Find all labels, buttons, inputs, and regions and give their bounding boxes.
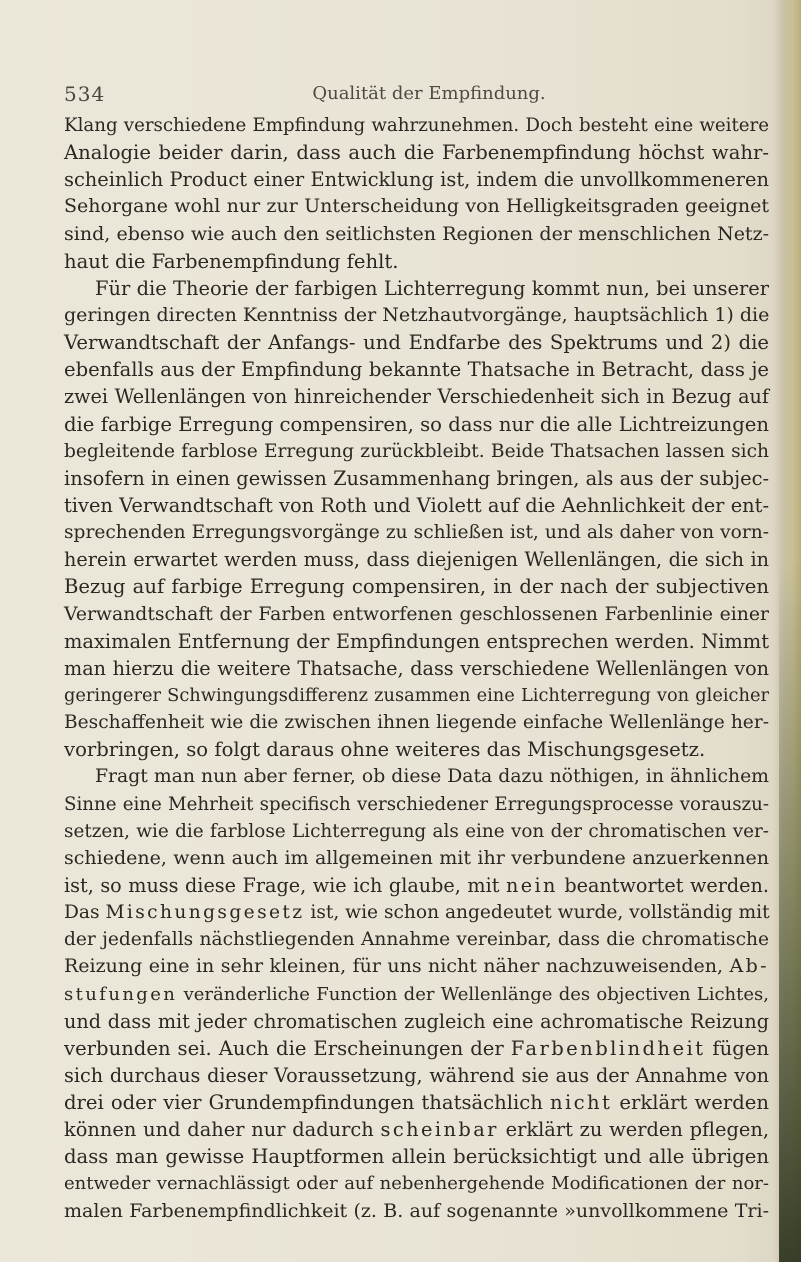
emphasized-text: scheinbar (380, 1118, 499, 1142)
text-run: ist, wie schon angedeutet wurde, vollständig mit (304, 902, 770, 924)
text-run: Verwandtschaft der Anfangs- und Endfarbe des Spektrums und 2) die (64, 331, 769, 355)
text-line (64, 655, 769, 682)
text-run: erklärt zu werden pflegen, (498, 1118, 769, 1142)
text-line (64, 1198, 769, 1225)
text-run: die farbige Erregung compensiren, so dass nur die alle Lichtreizungen (64, 412, 769, 436)
text-line (64, 221, 769, 248)
text-line (64, 899, 769, 926)
text-run: setzen, wie die farblose Lichterregung als eine von der chromatischen ver- (64, 820, 769, 842)
text-line (64, 682, 769, 709)
text-run: insofern in einen gewissen Zusammenhang bringen, als aus der subjec- (64, 466, 769, 490)
text-run: Sinne eine Mehrheit specifisch verschiedener Erregungsprocesse vorauszu- (64, 793, 769, 815)
text-line (64, 1170, 769, 1197)
text-run: tiven Verwandtschaft von Roth und Violett auf die Aehnlichkeit der ent- (64, 493, 769, 517)
text-line (64, 926, 769, 953)
text-line (64, 736, 769, 763)
text-run: fügen (705, 1036, 770, 1060)
emphasized-text: nicht (549, 1091, 613, 1115)
text-run: der jedenfalls nächstliegenden Annahme vereinbar, dass die chromatische (64, 929, 769, 951)
text-line (64, 465, 769, 492)
text-run: und dass mit jeder chromatischen zugleich eine achromatische Reizung (64, 1009, 769, 1033)
text-line (64, 845, 769, 872)
text-run: sind, ebenso wie auch den seitlichsten Regionen der menschlichen Netz- (64, 222, 769, 245)
text-run: können und daher nur dadurch (64, 1118, 381, 1142)
text-run: dass man gewisse Hauptformen allein berücksichtigt und alle übrigen (64, 1145, 769, 1169)
text-line (64, 763, 769, 790)
text-run: schiedene, wenn auch im allgemeinen mit ihr verbundene anzuerkennen (64, 846, 769, 869)
text-line (64, 302, 769, 329)
text-line (64, 329, 769, 356)
text-run: maximalen Entfernung der Empfindungen entsprechen werden. Nimmt (64, 629, 769, 653)
text-line (64, 981, 769, 1008)
text-line (64, 601, 769, 628)
page-header (64, 82, 764, 108)
text-run: entweder vernachlässigt oder auf nebenhergehende Modificationen der nor- (64, 1173, 769, 1195)
text-run: Klang verschiedene Empfindung wahrzunehmen. Doch besteht eine weitere (64, 115, 769, 136)
text-line (64, 1062, 769, 1089)
text-line (64, 248, 769, 275)
text-line (64, 628, 769, 655)
text-run: Fragt man nun aber ferner, ob diese Data dazu nöthigen, in ähnlichem (95, 766, 769, 788)
text-run: vorbringen, so folgt daraus ohne weiteres das Mischungsgesetz. (64, 738, 706, 762)
text-line (64, 546, 769, 573)
text-run: Für die Theorie der farbigen Lichterregung kommt nun, bei unserer (95, 276, 769, 300)
text-line (64, 275, 769, 302)
text-line (64, 953, 769, 980)
text-run: ist, so muss diese Frage, wie ich glaube, mit (64, 873, 506, 897)
text-line (64, 818, 769, 845)
text-line (64, 1116, 769, 1143)
text-line (64, 166, 769, 193)
text-run: geringen directen Kenntniss der Netzhautvorgänge, hauptsächlich 1) die (64, 303, 770, 326)
text-line (64, 872, 769, 899)
text-run: scheinlich Product einer Entwicklung ist, indem die unvollkommeneren (64, 168, 769, 192)
body-text (64, 112, 769, 1225)
text-line (64, 573, 769, 600)
text-run: malen Farbenempfindlichkeit (z. B. auf sogenannte »unvollkommene Tri- (64, 1199, 769, 1222)
text-run: geringerer Schwingungsdifferenz zusammen eine Lichterregung von gleicher (64, 684, 769, 706)
text-line (64, 709, 769, 736)
text-run: ebenfalls aus der Empfindung bekannte Thatsache in Betracht, dass je (64, 358, 769, 382)
text-run: man hierzu die weitere Thatsache, dass verschiedene Wellenlängen von (64, 656, 769, 680)
binding-shadow (779, 562, 801, 1262)
text-line (64, 193, 769, 220)
text-run: erklärt werden (612, 1091, 769, 1115)
text-run: herein erwartet werden muss, dass diejenigen Wellenlängen, die sich in (64, 548, 769, 572)
text-run: Verwandtschaft der Farben entworfenen geschlossenen Farbenlinie einer (64, 603, 769, 625)
text-line (64, 139, 769, 166)
text-run: zwei Wellenlängen von hinreichender Verschiedenheit sich in Bezug auf (64, 385, 769, 409)
text-line (64, 1008, 769, 1035)
text-run: sich durchaus dieser Voraussetzung, während sie aus der Annahme von (64, 1063, 769, 1087)
text-run: drei oder vier Grundempfindungen thatsächlich (64, 1091, 550, 1115)
text-line (64, 1089, 769, 1116)
text-run: Bezug auf farbige Erregung compensiren, in der nach der subjectiven (64, 575, 769, 599)
text-run: Analogie beider darin, dass auch die Farbenempfindung höchst wahr- (64, 141, 769, 165)
text-run: Beschaffenheit wie die zwischen ihnen liegende einfache Wellenlänge her- (64, 712, 769, 734)
emphasized-text: Mischungsgesetz (105, 902, 305, 924)
text-run: Reizung eine in sehr kleinen, für uns nicht näher nachzuweisenden, (64, 955, 730, 978)
text-line (64, 1035, 769, 1062)
emphasized-text: stufungen (64, 983, 178, 1005)
emphasized-text: Farbenblindheit (510, 1036, 706, 1060)
text-line (64, 519, 769, 546)
text-run: begleitende farblose Erregung zurückbleibt. Beide Thatsachen lassen sich (64, 440, 769, 462)
text-run: veränderliche Function der Wellenlänge des objectiven Lichtes, (177, 983, 769, 1005)
emphasized-text: Ab- (729, 955, 769, 978)
text-line (64, 356, 769, 383)
text-line (64, 438, 769, 465)
text-run: haut die Farbenempfindung fehlt. (64, 249, 399, 273)
running-head: Qualität der Empfindung. (312, 83, 546, 104)
text-line (64, 112, 769, 139)
page-number: 534 (64, 82, 106, 106)
text-run: verbunden sei. Auch die Erscheinungen der (64, 1036, 511, 1060)
emphasized-text: nein (506, 873, 558, 897)
text-line (64, 492, 769, 519)
text-line (64, 383, 769, 410)
text-run: beantwortet werden. (557, 873, 769, 897)
text-run: sprechenden Erregungsvorgänge zu schließen ist, und als daher von vorn- (64, 522, 769, 544)
text-line (64, 411, 769, 438)
text-line (64, 1143, 769, 1170)
text-run: Sehorgane wohl nur zur Unterscheidung von Helligkeitsgraden geeignet (64, 195, 769, 218)
text-line (64, 791, 769, 818)
text-run: Das (64, 902, 106, 924)
